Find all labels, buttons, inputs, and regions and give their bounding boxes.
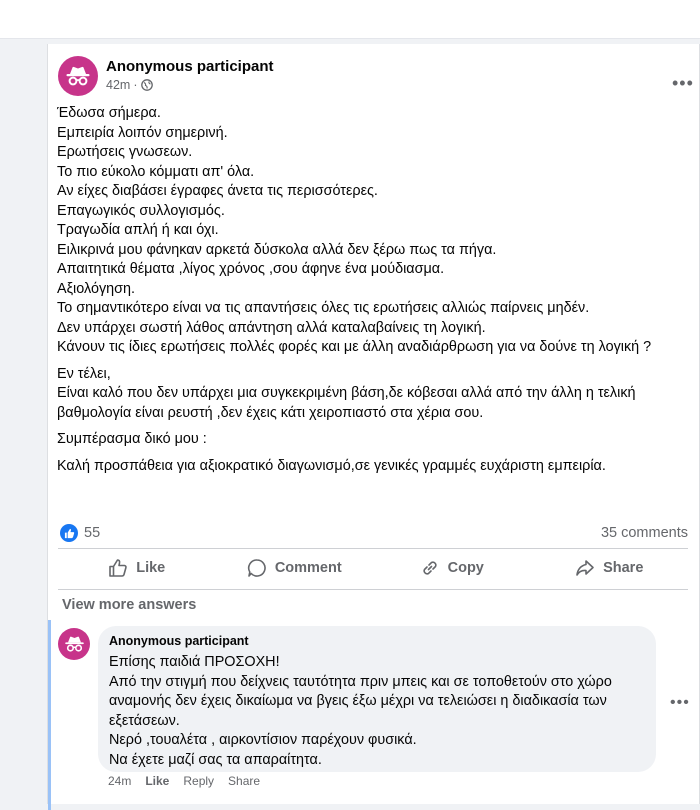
post-line: Δεν υπάρχει σωστή λάθος απάντηση αλλά καταλαβαίνεις τη λογική. — [57, 319, 486, 336]
comment-line: εξετάσεων. — [109, 712, 180, 729]
post-more-options-button[interactable]: ••• — [672, 73, 694, 93]
post-line: Καλή προσπάθεια για αξιοκρατικό διαγωνισμό,σε γενικές γραμμές ευχάριστη εμπειρία. — [57, 457, 606, 474]
comment-label: Comment — [274, 560, 342, 576]
copy-label: Copy — [447, 560, 484, 576]
reactions-bar — [60, 522, 688, 544]
link-icon — [420, 558, 440, 578]
share-icon — [575, 558, 595, 578]
post-actions — [58, 550, 688, 586]
meta-separator: · — [133, 78, 138, 92]
post-paragraph — [57, 365, 689, 424]
view-more-answers-link[interactable]: View more answers — [62, 597, 197, 613]
globe-icon — [141, 79, 153, 91]
post-card — [47, 44, 700, 804]
comment-thread-line — [48, 620, 51, 810]
copy-button[interactable] — [373, 550, 531, 586]
comment-bubble — [98, 626, 656, 772]
post-time[interactable]: 42m — [106, 78, 131, 92]
like-label: Like — [136, 560, 166, 576]
post-line: Κάνουν τις ίδιες ερωτήσεις πολλές φορές και με άλλη αναδιάρθρωση για να δούνε τη λογική ? — [57, 339, 652, 355]
post-line: Έδωσα σήμερα. — [57, 105, 161, 121]
post-line: Το σημαντικότερο είναι να τις απαντήσεις όλες τις ερωτήσεις αλλιώς παίρνεις μηδέν. — [57, 300, 590, 316]
comment-button[interactable] — [216, 550, 374, 586]
divider — [58, 548, 688, 549]
post-line: Ειλικρινά μου φάνηκαν αρκετά δύσκολα αλλά δεν ξέρω πως τα πήγα. — [57, 241, 497, 258]
comment-icon — [247, 558, 267, 578]
comment-text — [109, 653, 649, 770]
post-line: Το πιο εύκολο κόμματι απ' όλα. — [57, 163, 255, 180]
comment-author[interactable]: Anonymous participant — [109, 634, 249, 648]
like-reaction-icon[interactable] — [60, 524, 78, 542]
comment-reply-button[interactable]: Reply — [183, 774, 215, 788]
post-line: Τραγωδία απλή ή και όχι. — [57, 222, 219, 238]
comment-line: Από την στιγμή που δείχνεις ταυτότητα πριν μπεις και σε τοποθετούν στο χώρο — [109, 673, 612, 690]
post-header — [58, 56, 694, 96]
comment-more-options-button[interactable]: ••• — [670, 694, 690, 711]
share-button[interactable] — [531, 550, 689, 586]
comment-line: Επίσης παιδιά ΠΡΟΣΟΧΗ! — [109, 654, 280, 670]
comment-time[interactable]: 24m — [108, 774, 132, 788]
post-line: Ερωτήσεις γνωσεων. — [57, 144, 193, 160]
thumbs-up-icon — [108, 558, 128, 578]
post-line: Εν τέλει, — [57, 365, 111, 382]
post-line: βαθμολογία είναι ρευστή ,δεν έχεις κάτι χειροπιαστό στα χέρια σου. — [57, 404, 484, 421]
share-label: Share — [603, 560, 644, 576]
comment-line: Νερό ,τουαλέτα , αιρκοντίσιον παρέχουν φυσικά. — [109, 732, 417, 748]
post-meta — [106, 78, 153, 92]
comment-count[interactable]: 35 comments — [600, 525, 688, 541]
anonymous-avatar[interactable] — [58, 56, 98, 96]
post-line: Αξιολόγηση. — [57, 280, 136, 297]
post-line: Επαγωγικός συλλογισμός. — [57, 202, 225, 219]
post-line: Απαιτητικά θέματα ,λίγος χρόνος ,σου άφηνε ένα μούδιασμα. — [57, 261, 445, 277]
post-author[interactable]: Anonymous participant — [106, 58, 274, 75]
thumbs-up-icon — [64, 528, 75, 539]
comment-avatar[interactable] — [58, 628, 90, 660]
post-line: Εμπειρία λοιπόν σημερινή. — [57, 124, 228, 141]
post-body — [57, 104, 689, 476]
like-button[interactable] — [58, 550, 216, 586]
post-line: Συμπέρασμα δικό μου : — [57, 431, 207, 447]
comment-line: Να έχετε μαζί σας τα απαραίτητα. — [109, 751, 322, 768]
incognito-icon — [65, 65, 91, 87]
incognito-icon — [64, 635, 85, 653]
divider — [58, 589, 688, 590]
comment-line: αναμονής δεν έχεις δικαίωμα να βγεις έξω μέχρι να τελειώσει η διαδικασία των — [109, 693, 607, 709]
post-paragraph — [57, 457, 689, 477]
top-bar — [0, 0, 700, 39]
post-paragraph — [57, 430, 689, 450]
post-line: Αν είχες διαβάσει έγραφες άνετα τις περισσότερες. — [57, 183, 378, 199]
post-line: Είναι καλό που δεν υπάρχει μια συγκεκριμένη βάση,δε κόβεσαι αλλά από την άλλη η τελική — [57, 385, 636, 401]
reaction-count[interactable]: 55 — [84, 525, 101, 541]
comment-share-button[interactable]: Share — [228, 774, 261, 788]
comment-like-button[interactable]: Like — [145, 774, 170, 788]
